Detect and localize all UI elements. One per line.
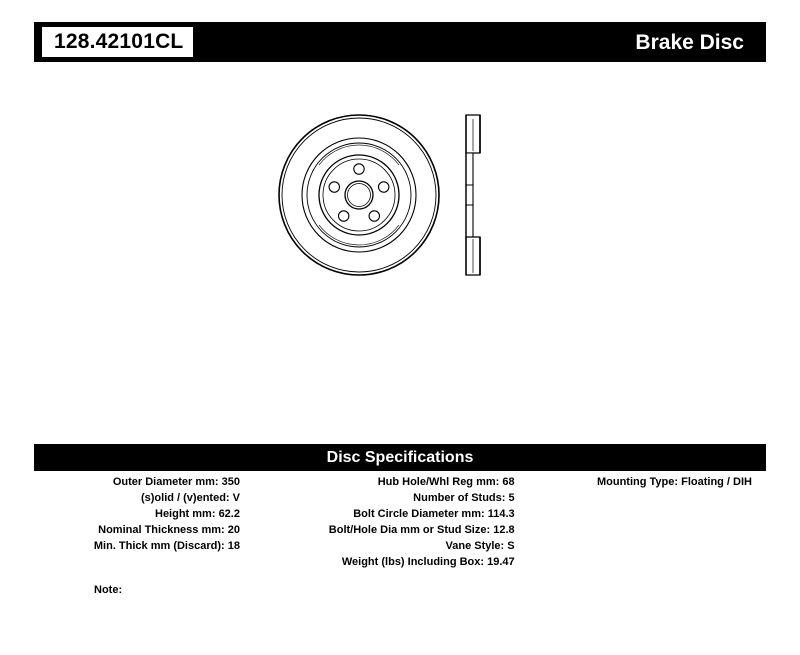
- spec-value: 5: [508, 492, 515, 504]
- spec-row: [34, 522, 240, 538]
- spec-value: 62.2: [218, 508, 240, 520]
- spec-value: 68: [502, 476, 515, 488]
- spec-row: [240, 522, 515, 538]
- spec-label: Weight (lbs) Including Box:: [341, 556, 488, 568]
- brake-disc-edge-section-view: [454, 105, 504, 290]
- spec-label: Bolt Circle Diameter mm:: [353, 508, 488, 520]
- spec-value: V: [232, 492, 240, 504]
- spec-label: (s)olid / (v)ented:: [140, 492, 233, 504]
- page-title: Brake Disc: [635, 30, 744, 54]
- spec-row: [34, 538, 240, 554]
- spec-label: Mounting Type:: [596, 476, 682, 488]
- spec-row: [240, 538, 515, 554]
- spec-row: [240, 490, 515, 506]
- spec-body: [34, 474, 766, 596]
- spec-value: 114.3: [487, 508, 515, 520]
- spec-row: [34, 490, 240, 506]
- spec-label: Number of Studs:: [413, 492, 509, 504]
- spec-value: 20: [227, 524, 240, 536]
- brake-disc-face-view: [274, 105, 444, 290]
- note-label: Note:: [94, 584, 123, 596]
- spec-label: Hub Hole/Whl Reg mm:: [377, 476, 503, 488]
- spec-row: [240, 554, 515, 570]
- spec-value: 350: [221, 476, 240, 488]
- spec-row: [34, 474, 240, 490]
- spec-value: Floating / DIH: [681, 476, 752, 488]
- spec-value: 18: [227, 540, 240, 552]
- spec-row: [515, 474, 752, 490]
- spec-row: [240, 506, 515, 522]
- spec-row: [34, 506, 240, 522]
- header-bar: [34, 22, 766, 62]
- technical-drawing-area: [34, 80, 766, 410]
- spec-label: Nominal Thickness mm:: [98, 524, 228, 536]
- spec-value: 19.47: [487, 556, 515, 568]
- note-row: [34, 584, 766, 596]
- spec-label: Vane Style:: [445, 540, 508, 552]
- spec-section-title: Disc Specifications: [34, 444, 766, 471]
- spec-label: Min. Thick mm (Discard):: [93, 540, 228, 552]
- spec-value: 12.8: [493, 524, 515, 536]
- spec-label: Bolt/Hole Dia mm or Stud Size:: [328, 524, 494, 536]
- spec-column-middle: [240, 474, 515, 570]
- spec-column-left: [34, 474, 240, 554]
- spec-row: [240, 474, 515, 490]
- part-number-label: 128.42101CL: [42, 27, 193, 57]
- spec-value: S: [507, 540, 515, 552]
- spec-column-right: [515, 474, 766, 490]
- spec-label: Outer Diameter mm:: [112, 476, 222, 488]
- spec-label: Height mm:: [155, 508, 219, 520]
